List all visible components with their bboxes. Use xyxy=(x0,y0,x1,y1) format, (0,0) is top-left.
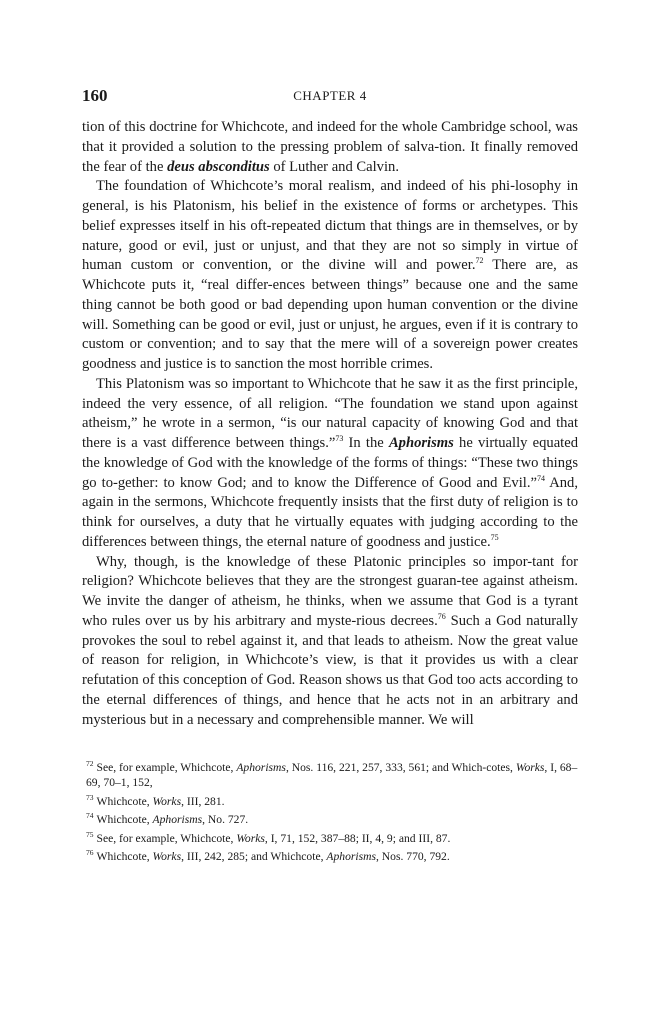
italic-title: Aphorisms xyxy=(388,435,454,451)
text-run: tion of this doctrine for Whichcote, and indeed for the whole Cambridge school, was that it provided a solution to the pressing problem of salva-tion. It finally removed the fear of the xyxy=(82,119,578,175)
italic-term: deus absconditus xyxy=(167,158,270,175)
book-page xyxy=(82,86,578,865)
italic-title: Aphorisms xyxy=(236,761,286,775)
footnote-number: 72 xyxy=(86,759,94,769)
footnote xyxy=(82,791,578,810)
text-run: Whichcote, xyxy=(96,794,153,808)
text-run: In the xyxy=(343,435,389,451)
text-run: See, for example, Whichcote, xyxy=(96,831,237,845)
italic-title: Aphorisms xyxy=(326,850,376,864)
text-run: , I, 71, 152, 387–88; II, 4, 9; and III, 87. xyxy=(264,831,451,845)
paragraph xyxy=(82,553,578,731)
italic-title: Works xyxy=(152,850,182,864)
text-run: of Luther and Calvin. xyxy=(269,158,399,175)
text-run: , I, 68–69, 70–1, 152, xyxy=(86,761,578,789)
italic-title: Works xyxy=(152,794,182,808)
text-run: , III, 281. xyxy=(181,794,225,808)
italic-title: Works xyxy=(515,761,545,775)
footnotes xyxy=(82,757,578,865)
text-run: The foundation of Whichcote’s moral realism, and indeed of his phi-losophy in general, is his Platonism, his belief in the existence of forms or archetypes. This belief expresses itself in his oft-repeated dictum that things are in themselves, or by nature, good or evil, just or unjust, and that they are not so simply in virtue of human custom or convention, or the divine will and power. xyxy=(82,178,578,274)
paragraph xyxy=(82,118,578,177)
footnote-ref: 72 xyxy=(475,256,484,266)
text-run: This Platonism was so important to Whichcote that he saw it as the first principle, indeed the very essence, of all religion. “The foundation we stand upon against atheism,” he wrote in a sermon, “is our natural capacity of knowing God and that there is a vast difference between things.” xyxy=(82,375,578,451)
footnote xyxy=(82,757,578,790)
text-run: he virtually equated the knowledge of God with the knowledge of the forms of things: “These two things go to-gether: to know God; and to know the Difference of Good and Evil.” xyxy=(82,435,579,491)
footnote-ref: 75 xyxy=(490,532,499,542)
chapter-title: CHAPTER 4 xyxy=(293,88,367,103)
footnote-ref: 76 xyxy=(437,611,446,621)
text-run: , No. 727. xyxy=(202,812,249,826)
footnote xyxy=(82,809,578,828)
italic-title: Aphorisms xyxy=(152,812,203,826)
text-run: And, again in the sermons, Whichcote frequently insists that the first duty of religion is to think for ourselves, a duty that he virtually equates with judging according to the differences between things, the eternal nature of goodness and justice. xyxy=(82,474,579,550)
text-run: , Nos. 116, 221, 257, 333, 561; and Which-cotes, xyxy=(285,761,516,775)
footnote-number: 73 xyxy=(86,792,94,802)
footnote-number: 76 xyxy=(86,848,94,858)
footnote xyxy=(82,846,578,865)
text-run: Whichcote, xyxy=(96,850,153,864)
footnote-number: 74 xyxy=(86,811,94,821)
text-run: , Nos. 770, 792. xyxy=(376,850,450,864)
text-run: Why, though, is the knowledge of these Platonic principles so impor-tant for religion? Whichcote believes that they are the strongest guaran-tee against atheism. We invite the danger of atheism, he thinks, when we assume that God is a tyrant who rules over us by his arbitrary and myste-rious decrees. xyxy=(82,553,578,629)
footnote xyxy=(82,828,578,847)
text-run: See, for example, Whichcote, xyxy=(96,761,237,775)
text-run: Whichcote, xyxy=(96,812,153,826)
paragraph xyxy=(82,177,578,375)
paragraph xyxy=(82,375,578,553)
footnote-ref: 74 xyxy=(536,473,545,483)
footnote-number: 75 xyxy=(86,829,94,839)
italic-title: Works xyxy=(236,831,265,845)
running-head xyxy=(82,86,578,108)
text-run: , III, 242, 285; and Whichcote, xyxy=(181,850,327,864)
body-text xyxy=(82,118,578,730)
text-run: Such a God naturally provokes the soul to rebel against it, and that leads to atheism. Now the great value of reason for religion, in Whichcote’s view, is that it provides us with a clear refutation of this conception of God. Reason shows us that God too acts according to the eternal differences of things, and hence that he acts not in an arbitrary and mysterious but in a necessary and comprehensible manner. We will xyxy=(82,612,578,728)
text-run: There are, as Whichcote puts it, “real differ-ences between things” because one and the same thing cannot be both good or bad depending upon human convention or the divine will. Something can be good or evil, just or unjust, he argues, even if it is contrary to custom or convention; and to say that the mere will of a sovereign power creates goodness and justice is to sanction the most horrible crimes. xyxy=(82,257,578,372)
footnote-ref: 73 xyxy=(335,434,344,443)
page-number: 160 xyxy=(82,86,108,105)
